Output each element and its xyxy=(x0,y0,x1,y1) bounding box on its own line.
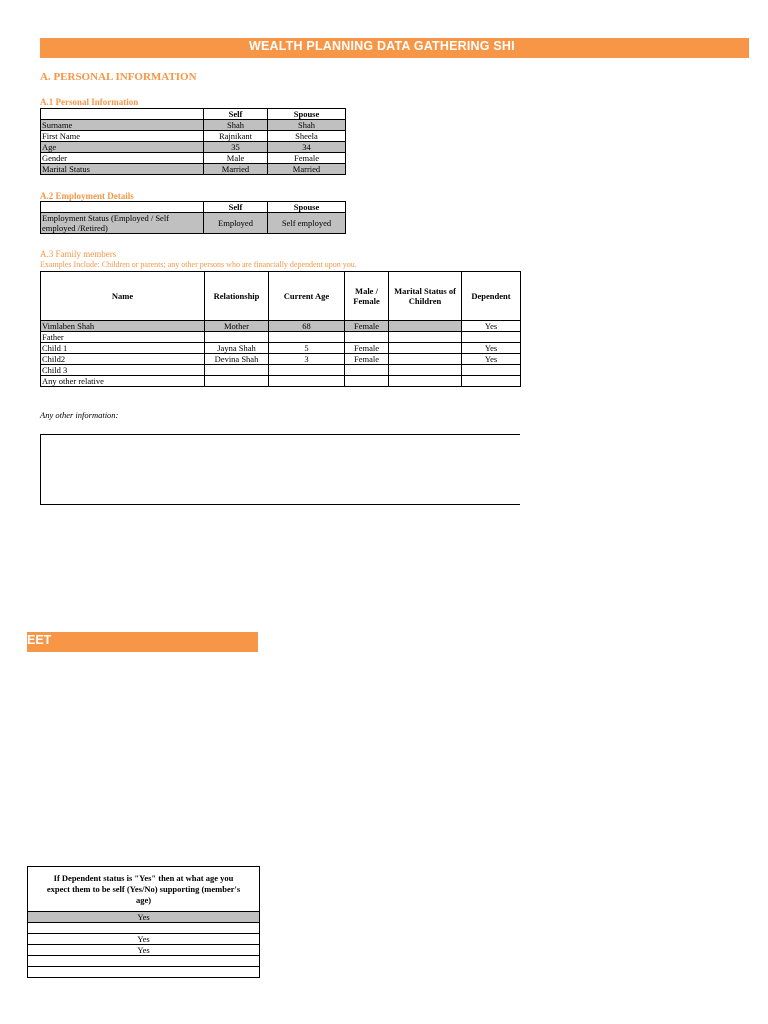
spouse-value[interactable]: Sheela xyxy=(268,131,346,142)
self-value[interactable]: Shah xyxy=(204,120,268,131)
age-value[interactable] xyxy=(269,332,345,343)
marital-value[interactable] xyxy=(389,321,462,332)
row-label: Surname xyxy=(41,120,204,131)
personal-info-table xyxy=(40,108,346,175)
header-line: Marital Status of xyxy=(394,286,456,296)
table-row xyxy=(28,923,260,934)
table-header-row xyxy=(28,867,260,912)
dependent-value[interactable] xyxy=(462,365,521,376)
other-info-label: Any other information: xyxy=(40,410,119,420)
dependent-age-value[interactable] xyxy=(28,956,260,967)
row-label: Child2 xyxy=(41,354,205,365)
row-label: Marital Status xyxy=(41,164,204,175)
spouse-value[interactable]: Self employed xyxy=(268,213,346,234)
gender-value[interactable]: Female xyxy=(345,354,389,365)
self-value[interactable]: Rajnikant xyxy=(204,131,268,142)
relationship-value[interactable]: Mother xyxy=(205,321,269,332)
dependent-value[interactable]: Yes xyxy=(462,321,521,332)
self-value[interactable]: 35 xyxy=(204,142,268,153)
self-value[interactable]: Employed xyxy=(204,213,268,234)
dependent-age-value[interactable]: Yes xyxy=(28,934,260,945)
dependent-age-value[interactable] xyxy=(28,967,260,978)
a3-title: A.3 Family members xyxy=(40,249,117,259)
dependent-age-table xyxy=(27,866,260,978)
title-banner xyxy=(40,38,749,58)
a1-title: A.1 Personal Information xyxy=(40,97,139,107)
table-row xyxy=(28,945,260,956)
row-label: Age xyxy=(41,142,204,153)
header-line: age) xyxy=(135,894,152,905)
table-row xyxy=(41,365,521,376)
a3-note: Examples Include: Children or parents; any other persons who are financially dependent upon you. xyxy=(40,260,357,269)
marital-value[interactable] xyxy=(389,376,462,387)
employment-table xyxy=(40,201,346,234)
section-a-title: A. PERSONAL INFORMATION xyxy=(40,71,197,83)
row-label: Any other relative xyxy=(41,376,205,387)
gender-value[interactable]: Female xyxy=(345,343,389,354)
relationship-value[interactable] xyxy=(205,376,269,387)
relationship-value[interactable]: Devina Shah xyxy=(205,354,269,365)
header-dependent: Dependent xyxy=(462,272,521,321)
age-value[interactable]: 68 xyxy=(269,321,345,332)
header-cell xyxy=(41,109,204,120)
header-line: Female xyxy=(353,296,380,306)
marital-value[interactable] xyxy=(389,332,462,343)
table-row xyxy=(41,142,346,153)
label-line: Employment Status (Employed / Self xyxy=(42,213,170,223)
row-label xyxy=(41,213,204,234)
header-line: Children xyxy=(408,296,442,306)
table-row xyxy=(41,376,521,387)
label-line: employed /Retired) xyxy=(42,223,108,233)
table-header-row xyxy=(41,272,521,321)
age-value[interactable] xyxy=(269,376,345,387)
row-label: Child 1 xyxy=(41,343,205,354)
spouse-value[interactable]: 34 xyxy=(268,142,346,153)
dependent-value[interactable] xyxy=(462,332,521,343)
table-row xyxy=(41,120,346,131)
header-self: Self xyxy=(204,109,268,120)
title-banner-continued-text: EET xyxy=(27,633,52,647)
table-row xyxy=(41,354,521,365)
marital-value[interactable] xyxy=(389,365,462,376)
dependent-age-value[interactable] xyxy=(28,923,260,934)
header-name: Name xyxy=(41,272,205,321)
title-banner-continued xyxy=(27,632,258,652)
family-members-table xyxy=(40,271,521,387)
table-row xyxy=(41,213,346,234)
table-row xyxy=(41,131,346,142)
gender-value[interactable]: Female xyxy=(345,321,389,332)
dependent-value[interactable]: Yes xyxy=(462,354,521,365)
gender-value[interactable] xyxy=(345,332,389,343)
spouse-value[interactable]: Married xyxy=(268,164,346,175)
header-current-age: Current Age xyxy=(269,272,345,321)
marital-value[interactable] xyxy=(389,343,462,354)
header-line: If Dependent status is "Yes" then at what age you xyxy=(53,872,234,883)
row-label: Child 3 xyxy=(41,365,205,376)
self-value[interactable]: Male xyxy=(204,153,268,164)
row-label: Vimlaben Shah xyxy=(41,321,205,332)
table-row xyxy=(41,164,346,175)
table-row xyxy=(28,934,260,945)
dependent-age-value[interactable]: Yes xyxy=(28,945,260,956)
dependent-value[interactable] xyxy=(462,376,521,387)
header-line: Male / xyxy=(355,286,378,296)
age-value[interactable]: 3 xyxy=(269,354,345,365)
dependent-value[interactable]: Yes xyxy=(462,343,521,354)
a2-title: A.2 Employment Details xyxy=(40,191,134,201)
header-spouse: Spouse xyxy=(268,109,346,120)
header-gender xyxy=(345,272,389,321)
header-self: Self xyxy=(204,202,268,213)
relationship-value[interactable] xyxy=(205,365,269,376)
row-label: First Name xyxy=(41,131,204,142)
table-header-row xyxy=(41,202,346,213)
table-row xyxy=(41,332,521,343)
title-banner-text: WEALTH PLANNING DATA GATHERING SHI xyxy=(249,39,515,53)
table-row xyxy=(28,912,260,923)
dependent-age-header xyxy=(28,867,260,912)
row-label: Gender xyxy=(41,153,204,164)
table-row xyxy=(28,967,260,978)
table-row xyxy=(41,153,346,164)
table-row xyxy=(28,956,260,967)
table-header-row xyxy=(41,109,346,120)
marital-value[interactable] xyxy=(389,354,462,365)
spouse-value[interactable]: Shah xyxy=(268,120,346,131)
age-value[interactable]: 5 xyxy=(269,343,345,354)
header-line: expect them to be self (Yes/No) supporting (member's xyxy=(46,883,241,894)
relationship-value[interactable] xyxy=(205,332,269,343)
age-value[interactable] xyxy=(269,365,345,376)
header-marital-status xyxy=(389,272,462,321)
table-row xyxy=(41,343,521,354)
dependent-age-value[interactable]: Yes xyxy=(28,912,260,923)
spouse-value[interactable]: Female xyxy=(268,153,346,164)
table-row xyxy=(41,321,521,332)
header-relationship: Relationship xyxy=(205,272,269,321)
gender-value[interactable] xyxy=(345,376,389,387)
row-label: Father xyxy=(41,332,205,343)
other-info-textbox[interactable] xyxy=(40,434,520,505)
header-spouse: Spouse xyxy=(268,202,346,213)
relationship-value[interactable]: Jayna Shah xyxy=(205,343,269,354)
gender-value[interactable] xyxy=(345,365,389,376)
self-value[interactable]: Married xyxy=(204,164,268,175)
header-cell xyxy=(41,202,204,213)
